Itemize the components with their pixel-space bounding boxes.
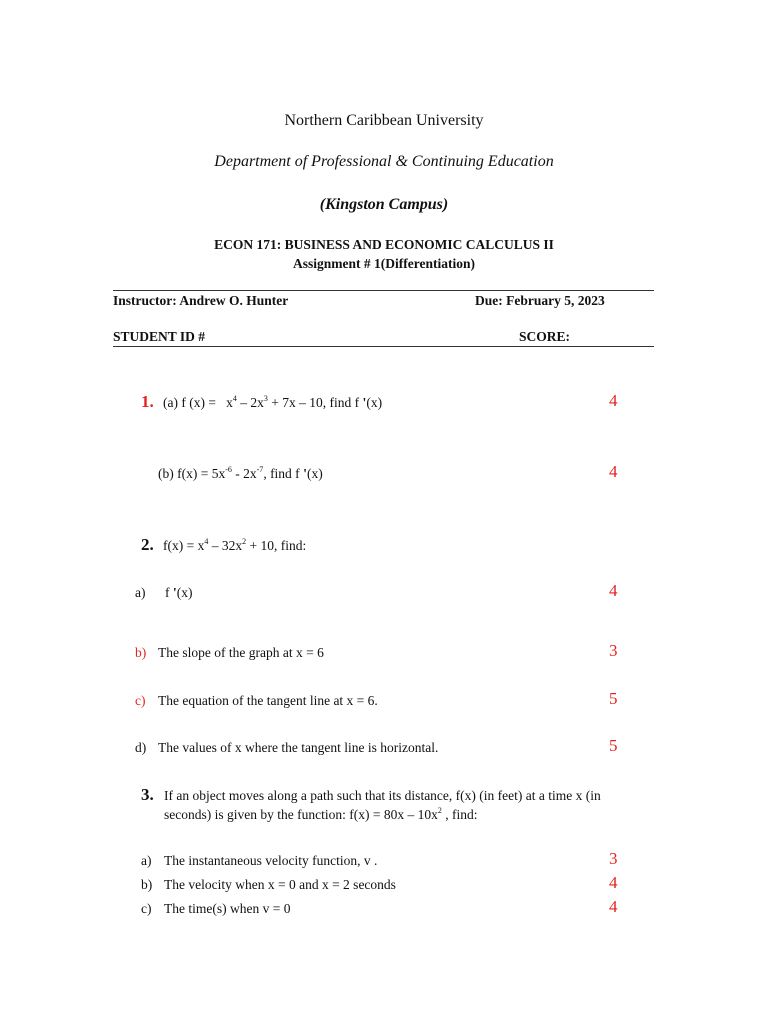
question-2b-points: 3 (609, 641, 618, 660)
course-title: ECON 171: BUSINESS AND ECONOMIC CALCULUS II (214, 237, 554, 252)
department-name: Department of Professional & Continuing Education (214, 153, 554, 170)
question-3c-points: 4 (609, 897, 618, 916)
question-2-stem: $f(x) = x^4 - 32x^2 + 10$, find: (163, 537, 307, 553)
question-1a-points: 4 (609, 391, 618, 410)
question-3a-text: The instantaneous velocity function, v . (164, 853, 378, 868)
question-3a-label: a) (141, 853, 152, 868)
question-3c-label: c) (141, 901, 152, 916)
top-divider (113, 290, 654, 291)
question-3-number: 3. (141, 785, 154, 804)
score-label: SCORE: (519, 329, 571, 344)
question-2a-text: f '(x) (165, 585, 193, 601)
question-2c-points: 5 (609, 689, 618, 708)
question-2c-text: The equation of the tangent line at x = 6. (158, 693, 378, 708)
question-2d-text: The values of x where the tangent line is horizontal. (158, 740, 439, 755)
question-3-stem-line1: If an object moves along a path such that its distance, f(x) (in feet) at a time x (in (164, 788, 601, 803)
question-2b-text: The slope of the graph at x = 6 (158, 645, 324, 660)
question-3-stem-line2: seconds) is given by the function: $f(x) = 80x - 10x^2$ , find: (164, 806, 478, 822)
question-2d-points: 5 (609, 736, 618, 755)
assignment-title: Assignment # 1(Differentiation) (293, 256, 475, 271)
question-2a-points: 4 (609, 581, 618, 600)
question-2a-label: a) (135, 585, 146, 600)
question-2d-label: d) (135, 740, 147, 755)
campus-name: (Kingston Campus) (319, 196, 449, 213)
question-2b-label: b) (135, 645, 147, 660)
question-3b-label: b) (141, 877, 153, 892)
question-1a-text: (a) f (x) = $x^4 - 2x^3 + 7x - 10$, find f '(x) (163, 394, 383, 411)
question-1-number: 1. (141, 392, 154, 411)
question-1b-text: (b) $f(x) = 5x^{-6} - 2x^{-7}$, find f '(x) (158, 465, 323, 482)
question-3b-text: The velocity when x = 0 and x = 2 seconds (164, 877, 396, 892)
university-name: Northern Caribbean University (284, 112, 484, 129)
question-3b-points: 4 (609, 873, 618, 892)
question-1b-points: 4 (609, 462, 618, 481)
question-3c-text: The time(s) when v = 0 (164, 901, 291, 916)
question-3a-points: 3 (609, 849, 618, 868)
student-id-label: STUDENT ID # (113, 329, 206, 344)
question-2c-label: c) (135, 693, 146, 708)
instructor-label: Instructor: Andrew O. Hunter (113, 293, 289, 308)
question-2-number: 2. (141, 535, 154, 554)
bottom-divider (113, 346, 654, 347)
due-date: Due: February 5, 2023 (475, 293, 605, 308)
